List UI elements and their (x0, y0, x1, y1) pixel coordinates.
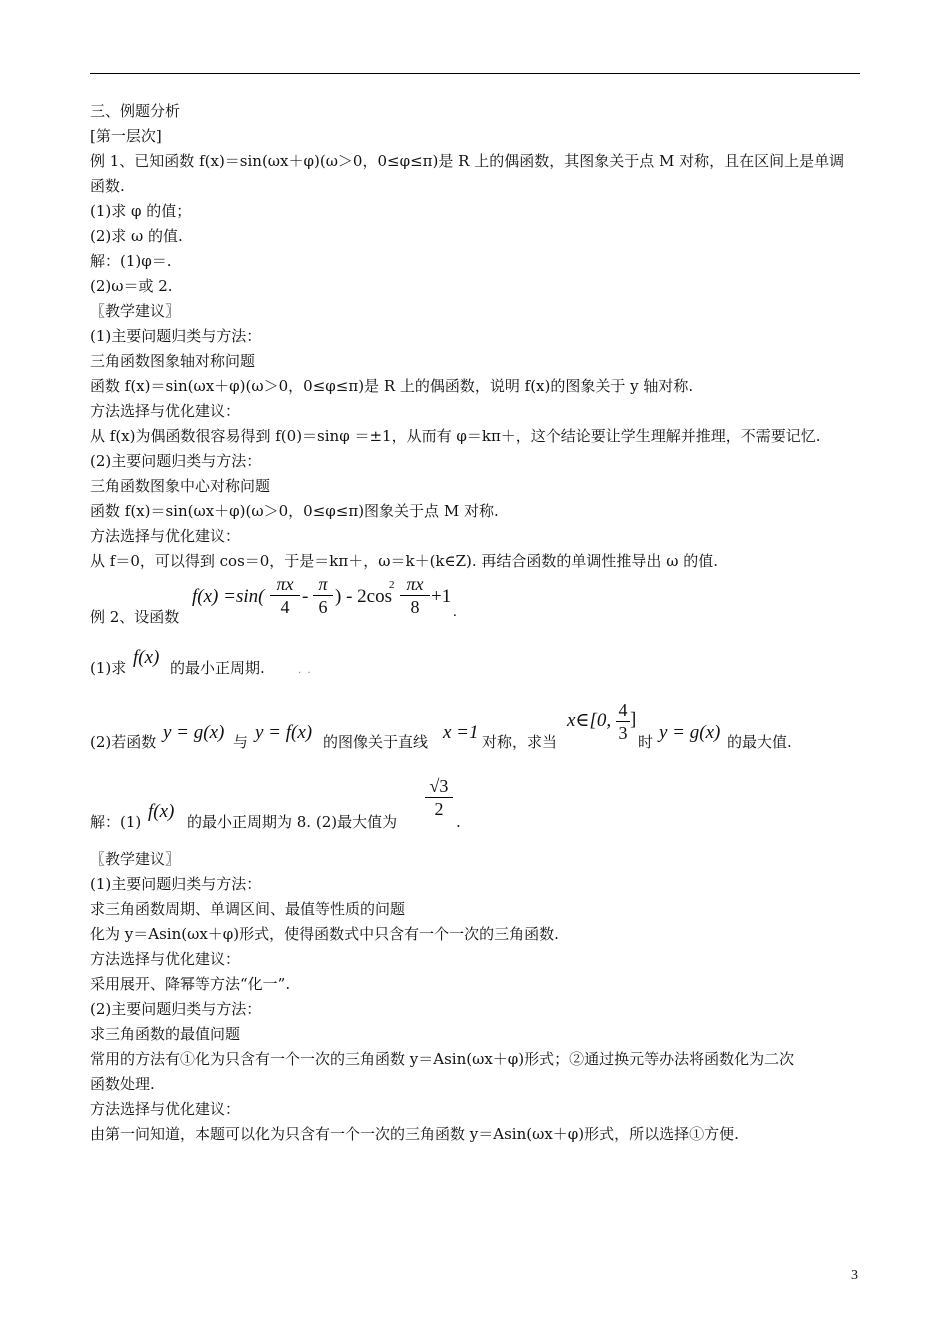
page-number: 3 (851, 1268, 858, 1283)
fraction: πx 4 (270, 574, 300, 617)
fraction: πx 8 (400, 574, 430, 617)
example1-answer2: (2)ω＝或 2. (90, 277, 173, 295)
suggestion-text: 函数 f(x)＝sin(ωx＋φ)(ω＞0，0≤φ≤π)是 R 上的偶函数，说明 f(x)的图象关于 y 轴对称. (90, 377, 694, 395)
suggestion-text: 方法选择与优化建议： (90, 527, 241, 545)
suggestion-text: 从 f(x)为偶函数很容易得到 f(0)＝sinφ ＝±1，从而有 φ＝kπ＋，这个结论要让学生理解并推理，不需要记忆. (90, 427, 821, 445)
suggestion-text: 方法选择与优化建议： (90, 950, 241, 968)
fx-symbol: f(x) (148, 801, 175, 822)
suggestion-text: 求三角函数周期、单调区间、最值等性质的问题 (90, 900, 406, 918)
q2-mid: 的图像关于直线 (323, 733, 429, 751)
example1-q1: (1)求 φ 的值； (90, 202, 192, 220)
suggestion-text: 从 f＝0，可以得到 cos＝0，于是＝kπ＋，ω＝k＋(k∈Z). 再结合函数的单调性推导出 ω 的值. (90, 552, 718, 570)
gx-symbol: y = g(x) (659, 722, 721, 743)
example2-q1-text: 的最小正周期. (170, 659, 265, 677)
teaching-suggestion-heading: 〖教学建议〗 (90, 850, 181, 868)
range-start: x∈[0, (567, 710, 612, 731)
suggestion-text: 函数 f(x)＝sin(ωx＋φ)(ω＞0，0≤φ≤π)图象关于点 M 对称. (90, 502, 499, 520)
suggestion-text: 化为 y＝Asin(ωx＋φ)形式，使得函数式中只含有一个一次的三角函数. (90, 925, 559, 943)
formula-lhs: f(x) =sin( (192, 586, 265, 607)
q2-prefix: (2)若函数 (90, 733, 157, 751)
gx-symbol: y = g(x) (163, 722, 225, 743)
example2-answer-text: 的最小正周期为 8. (2)最大值为 (187, 813, 398, 831)
suggestion-text: 三角函数图象轴对称问题 (90, 352, 256, 370)
faint-marks: . . (298, 665, 311, 676)
range-end: ] (630, 709, 637, 730)
suggestion-text: (1)主要问题归类与方法： (90, 327, 262, 345)
example2-q1-label: (1)求 (90, 659, 127, 677)
suggestion-text: (2)主要问题归类与方法： (90, 1000, 262, 1018)
q2-sym: 对称，求当 (482, 733, 558, 751)
q2-when: 时 (638, 733, 654, 751)
fx-symbol: f(x) (133, 647, 160, 668)
example2-label: 例 2、设函数 (90, 608, 180, 626)
q2-and: 与 (233, 733, 249, 751)
example1-text-cont: 函数. (90, 177, 125, 195)
suggestion-text: 函数处理. (90, 1075, 155, 1093)
suggestion-text: 三角函数图象中心对称问题 (90, 477, 271, 495)
suggestion-text: 常用的方法有①化为只含有一个一次的三角函数 y＝Asin(ωx＋φ)形式；②通过换元等办法将函数化为二次 (90, 1050, 795, 1068)
suggestion-text: 采用展开、降幂等方法“化一”. (90, 975, 291, 993)
formula-period: . (453, 604, 457, 620)
q2-suffix: 的最大值. (727, 733, 792, 751)
suggestion-text: 由第一问知道，本题可以化为只含有一个一次的三角函数 y＝Asin(ωx＋φ)形式，所以选择①方便. (90, 1125, 739, 1143)
fraction: π 6 (313, 574, 333, 617)
suggestion-text: (2)主要问题归类与方法： (90, 452, 262, 470)
level-heading: [第一层次] (90, 127, 162, 145)
header-rule (90, 73, 860, 74)
answer-fraction: √3 2 (425, 776, 453, 819)
line-x-equals-1: x =1 (443, 722, 479, 743)
suggestion-text: 方法选择与优化建议： (90, 1100, 241, 1118)
example1-answer1: 解：(1)φ＝. (90, 252, 172, 270)
minus-sign: - (302, 586, 309, 607)
example1-q2: (2)求 ω 的值. (90, 227, 183, 245)
suggestion-text: 求三角函数的最值问题 (90, 1025, 241, 1043)
suggestion-text: (1)主要问题归类与方法： (90, 875, 262, 893)
example1-text: 例 1、已知函数 f(x)＝sin(ωx＋φ)(ω＞0，0≤φ≤π)是 R 上的偶函数，其图象关于点 M 对称，且在区间上是单调 (90, 152, 845, 170)
suggestion-text: 方法选择与优化建议： (90, 402, 241, 420)
square-exponent: 2 (389, 579, 395, 591)
fx-symbol: y = f(x) (255, 722, 313, 743)
answer-period: . (456, 813, 461, 831)
formula-tail: +1 (431, 586, 452, 607)
section-title: 三、例题分析 (90, 102, 181, 120)
teaching-suggestion-heading: 〖教学建议〗 (90, 302, 181, 320)
formula-mid: ) - 2cos (335, 586, 392, 607)
range-fraction: 4 3 (616, 700, 630, 743)
example2-answer-label: 解：(1) (90, 813, 142, 831)
